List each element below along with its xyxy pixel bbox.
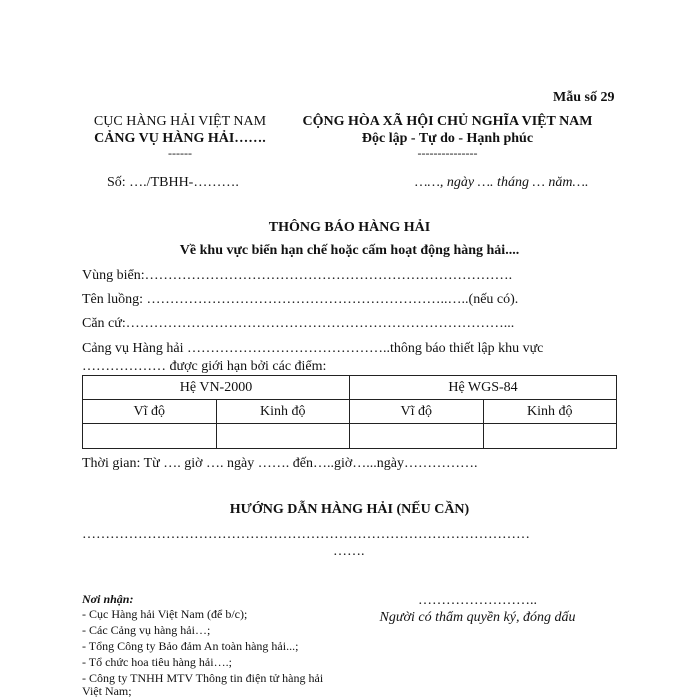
field-port-authority: Cảng vụ Hàng hải ……………………………………..thông báo thiết lập khu vực bbox=[82, 341, 544, 356]
right-header-rule: --------------- bbox=[417, 146, 478, 160]
coordinates-table bbox=[82, 375, 617, 449]
system-wgs84-header: Hệ WGS-84 bbox=[350, 376, 617, 400]
system-vn2000-header: Hệ VN-2000 bbox=[83, 376, 350, 400]
recipient-item: - Tổ chức hoa tiêu hàng hải….; bbox=[82, 655, 232, 669]
port-authority-name: CẢNG VỤ HÀNG HẢI……. bbox=[94, 131, 266, 146]
vn2000-longitude-header: Kinh độ bbox=[216, 400, 350, 424]
field-legal-basis: Căn cứ:………………………………………………………………………... bbox=[82, 316, 515, 331]
notice-title: THÔNG BÁO HÀNG HẢI bbox=[268, 220, 431, 235]
recipient-item: - Cục Hàng hải Việt Nam (để b/c); bbox=[82, 607, 248, 621]
field-channel-name: Tên luồng: ………………………………………………………..…..(nếu có). bbox=[82, 292, 519, 307]
wgs84-latitude-header: Vĩ độ bbox=[350, 400, 484, 424]
recipient-item: - Các Cảng vụ hàng hải…; bbox=[82, 623, 211, 637]
recipient-item: - Tổng Công ty Bảo đảm An toàn hàng hải...; bbox=[82, 639, 299, 653]
signature-dots: …………………….. bbox=[418, 593, 537, 608]
document-date: ……, ngày …. tháng … năm…. bbox=[415, 175, 589, 190]
guidance-title: HƯỚNG DẪN HÀNG HẢI (NẾU CẦN) bbox=[229, 502, 470, 517]
time-period: Thời gian: Từ …. giờ …. ngày ……. đến…..giờ…...ngày……………. bbox=[82, 456, 478, 471]
field-sea-area: Vùng biển:……………………………………………………………………. bbox=[82, 268, 513, 283]
vn2000-longitude-cell bbox=[216, 424, 350, 449]
agency-name: CỤC HÀNG HẢI VIỆT NAM bbox=[93, 114, 267, 129]
left-header-rule: ------ bbox=[168, 146, 192, 160]
form-number: Mẫu số 29 bbox=[553, 90, 615, 105]
recipients-title: Nơi nhận: bbox=[82, 592, 134, 606]
guidance-dots-line1: …………………………………………………………………………………… bbox=[82, 527, 530, 542]
vn2000-latitude-header: Vĩ độ bbox=[83, 400, 217, 424]
notice-subtitle: Về khu vực biển hạn chế hoặc cấm hoạt động hàng hải.... bbox=[179, 243, 520, 258]
signature-role: Người có thẩm quyền ký, đóng dấu bbox=[379, 610, 576, 625]
country-name: CỘNG HÒA XÃ HỘI CHỦ NGHĨA VIỆT NAM bbox=[302, 114, 593, 129]
guidance-dots-line2: ……. bbox=[333, 544, 365, 559]
wgs84-longitude-cell bbox=[483, 424, 617, 449]
field-boundary-points: ……………… được giới hạn bởi các điểm: bbox=[82, 359, 327, 374]
recipient-item: Việt Nam; bbox=[82, 684, 132, 698]
vn2000-latitude-cell bbox=[83, 424, 217, 449]
motto: Độc lập - Tự do - Hạnh phúc bbox=[361, 131, 534, 146]
wgs84-latitude-cell bbox=[350, 424, 484, 449]
recipient-item: - Công ty TNHH MTV Thông tin điện tử hàng hải bbox=[82, 671, 324, 685]
wgs84-longitude-header: Kinh độ bbox=[483, 400, 617, 424]
document-number: Số: …./TBHH-………. bbox=[107, 175, 239, 190]
